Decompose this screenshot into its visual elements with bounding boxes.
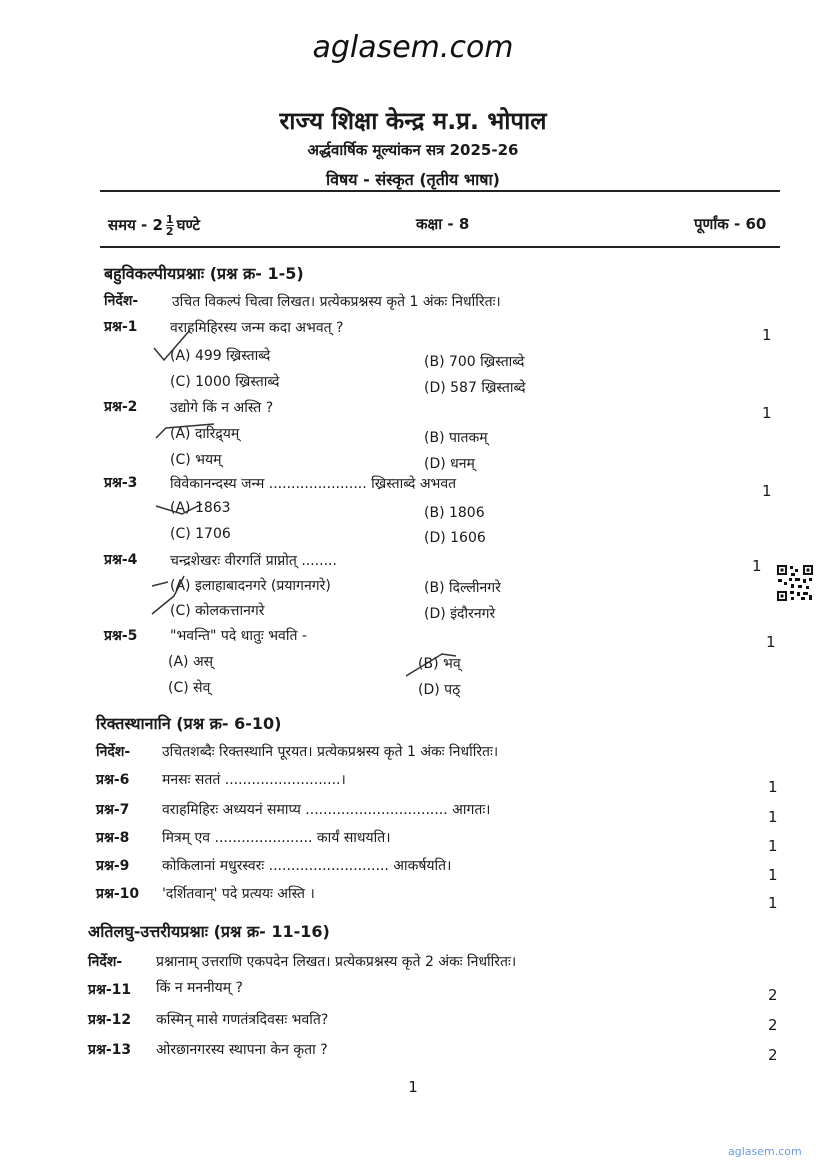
question-text: मनसः सततं ..........................। xyxy=(162,772,346,788)
question-marks: 1 xyxy=(768,866,778,884)
qr-code-icon xyxy=(776,564,814,602)
option-d: (D) पठ् xyxy=(418,682,461,698)
answer-tick-mark xyxy=(402,650,462,680)
watermark-bottom: aglasem.com xyxy=(728,1145,802,1158)
option-d: (D) 587 ख्रिस्ताब्दे xyxy=(424,380,526,396)
question-text: मित्रम् एव ...................... कार्यं साधयति। xyxy=(162,830,391,846)
question-number: प्रश्न-13 xyxy=(88,1042,132,1058)
mcq-instruction: उचित विकल्पं चित्वा लिखत। प्रत्येकप्रश्नस्य कृते 1 अंकः निर्धारितः। xyxy=(172,294,501,310)
question-marks: 1 xyxy=(762,326,772,344)
header-exam: अर्द्धवार्षिक मूल्यांकन सत्र 2025-26 xyxy=(307,141,519,159)
question-number: प्रश्न-1 xyxy=(104,319,138,335)
header-subject: विषय - संस्कृत (तृतीय भाषा) xyxy=(325,170,500,189)
question-text: ओरछानगरस्य स्थापना केन कृता ? xyxy=(156,1042,328,1058)
option-a: (A) अस् xyxy=(168,654,214,670)
option-a: (A) 1863 xyxy=(170,500,231,516)
class-label: कक्षा - 8 xyxy=(416,215,470,233)
question-marks: 1 xyxy=(768,837,778,855)
option-c: (C) कोलकत्तानगरे xyxy=(170,603,265,619)
option-b: (B) दिल्लीनगरे xyxy=(424,580,501,596)
question-number: प्रश्न-9 xyxy=(96,858,130,874)
answer-tick-mark xyxy=(152,496,212,522)
time-fraction xyxy=(166,214,174,237)
time-unit: घण्टे xyxy=(176,216,200,234)
question-marks: 1 xyxy=(768,778,778,796)
time-label: समय - 2 xyxy=(108,216,163,234)
header-title: राज्य शिक्षा केन्द्र म.प्र. भोपाल xyxy=(279,107,547,135)
option-d: (D) 1606 xyxy=(424,530,486,546)
fill-instr-label: निर्देश- xyxy=(96,744,131,760)
question-number: प्रश्न-10 xyxy=(96,886,140,902)
question-marks: 1 xyxy=(752,557,762,575)
option-d: (D) इंदौरनगरे xyxy=(424,606,496,622)
question-number: प्रश्न-5 xyxy=(104,628,138,644)
fill-heading: रिक्तस्थानानि (प्रश्न क्र- 6-10) xyxy=(96,714,282,733)
question-number: प्रश्न-11 xyxy=(88,982,132,998)
question-marks: 1 xyxy=(766,633,776,651)
option-a: (A) इलाहाबादनगरे (प्रयागनगरे) xyxy=(170,578,331,594)
option-c: (C) सेव् xyxy=(168,680,211,696)
question-text: वराहमिहिरस्य जन्म कदा अभवत् ? xyxy=(170,320,344,336)
short-heading: अतिलघु-उत्तरीयप्रश्नाः (प्रश्न क्र- 11-16) xyxy=(88,922,330,941)
header-divider xyxy=(100,190,780,192)
time-denominator: 2 xyxy=(165,225,174,238)
question-text: चन्द्रशेखरः वीरगतिं प्राप्नोत् ........ xyxy=(170,553,337,569)
option-c: (C) भयम् xyxy=(170,452,222,468)
answer-tick-mark xyxy=(150,326,200,366)
question-marks: 2 xyxy=(768,1016,778,1034)
question-text: वराहमिहिरः अध्ययनं समाप्य ................................ आगतः। xyxy=(162,802,491,818)
mcq-heading: बहुविकल्पीयप्रश्नाः (प्रश्न क्र- 1-5) xyxy=(104,264,304,283)
question-marks: 1 xyxy=(768,808,778,826)
question-number: प्रश्न-12 xyxy=(88,1012,132,1028)
question-marks: 1 xyxy=(768,894,778,912)
time-numerator: 1 xyxy=(165,213,174,226)
question-marks: 1 xyxy=(762,482,772,500)
question-marks: 2 xyxy=(768,986,778,1004)
watermark-top: aglasem.com xyxy=(312,30,514,65)
meta-divider xyxy=(100,246,780,248)
question-text: "भवन्ति" पदे धातुः भवति - xyxy=(170,628,307,644)
fill-instruction: उचितशब्दैः रिक्तस्थानि पूरयत। प्रत्येकप्रश्नस्य कृते 1 अंकः निर्धारितः। xyxy=(162,744,499,760)
page-number: 1 xyxy=(408,1078,418,1096)
option-c: (C) 1000 ख्रिस्ताब्दे xyxy=(170,374,280,390)
question-marks: 2 xyxy=(768,1046,778,1064)
short-instruction: प्रश्नानाम् उत्तराणि एकपदेन लिखत। प्रत्येकप्रश्नस्य कृते 2 अंकः निर्धारितः। xyxy=(156,954,517,970)
question-text: किं न मननीयम् ? xyxy=(156,980,243,996)
mcq-instr-label: निर्देश- xyxy=(104,293,139,309)
question-number: प्रश्न-3 xyxy=(104,475,138,491)
question-text: विवेकानन्दस्य जन्म ...................... ख्रिस्ताब्दे अभवत xyxy=(170,476,457,492)
answer-tick-mark xyxy=(146,570,206,620)
short-instr-label: निर्देश- xyxy=(88,954,123,970)
max-marks: पूर्णांक - 60 xyxy=(694,215,767,233)
question-marks: 1 xyxy=(762,404,772,422)
question-text: 'दर्शितवान्' पदे प्रत्ययः अस्ति । xyxy=(162,886,315,902)
question-text: उद्योगे किं न अस्ति ? xyxy=(170,400,274,416)
option-a: (A) 499 ख्रिस्ताब्दे xyxy=(170,348,271,364)
option-c: (C) 1706 xyxy=(170,526,231,542)
question-number: प्रश्न-4 xyxy=(104,552,138,568)
time-allowed xyxy=(108,214,200,237)
question-text: कस्मिन् मासे गणतंत्रदिवसः भवति? xyxy=(156,1012,329,1028)
option-b: (B) 1806 xyxy=(424,505,485,521)
option-b: (B) भव् xyxy=(418,656,461,672)
option-b: (B) पातकम् xyxy=(424,430,488,446)
question-text: कोकिलानां मधुरस्वरः ........................... आकर्षयति। xyxy=(162,858,452,874)
question-number: प्रश्न-7 xyxy=(96,802,130,818)
option-a: (A) दारिद्र्यम् xyxy=(170,426,240,442)
question-number: प्रश्न-8 xyxy=(96,830,130,846)
question-number: प्रश्न-6 xyxy=(96,772,130,788)
question-number: प्रश्न-2 xyxy=(104,399,138,415)
option-d: (D) धनम् xyxy=(424,456,475,472)
answer-tick-mark xyxy=(152,420,222,446)
option-b: (B) 700 ख्रिस्ताब्दे xyxy=(424,354,525,370)
